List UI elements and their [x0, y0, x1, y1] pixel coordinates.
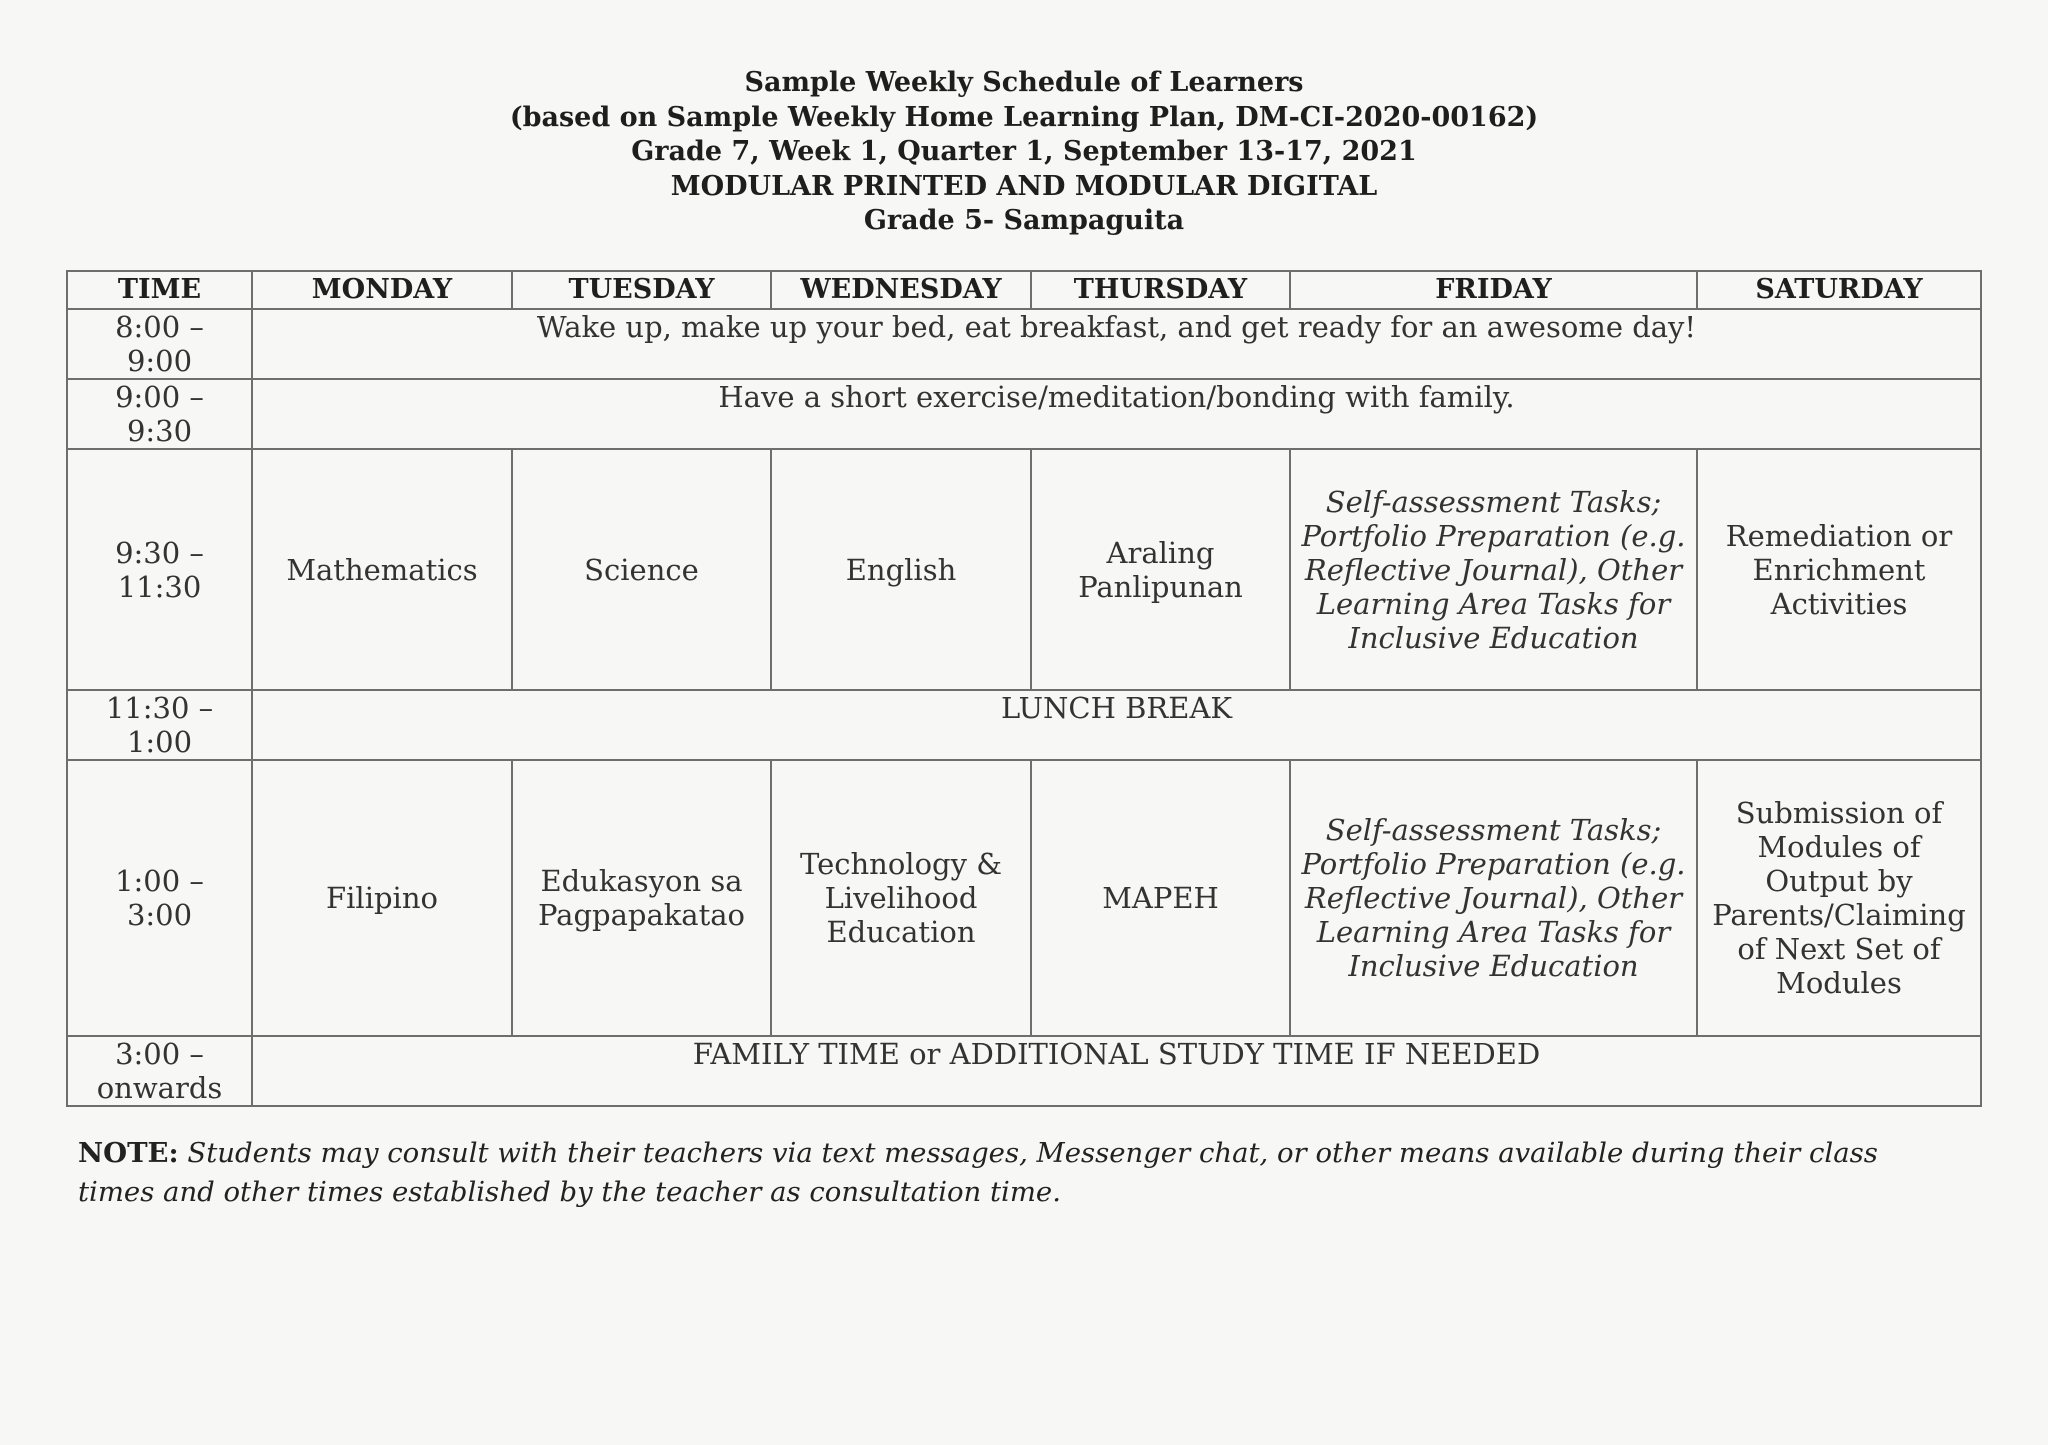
- cell-line: Araling: [1106, 535, 1215, 570]
- cell-friday: [1290, 449, 1697, 690]
- cell-line: Self-assessment Tasks;: [1325, 813, 1662, 847]
- header-row: [67, 271, 1981, 309]
- note-label: NOTE:: [78, 1137, 179, 1169]
- time-end: 9:30: [126, 414, 193, 448]
- table-row: [67, 760, 1981, 1036]
- cell-line: Self-assessment Tasks;: [1325, 484, 1662, 519]
- cell-line: Inclusive Education: [1348, 620, 1639, 655]
- cell-line: Reflective Journal), Other: [1304, 552, 1683, 587]
- cell-thursday: [1031, 449, 1290, 690]
- cell-line: Modules of: [1757, 830, 1921, 864]
- time-end: onwards: [96, 1071, 223, 1105]
- time-end: 11:30: [117, 569, 202, 604]
- time-start: 9:30 –: [115, 535, 204, 570]
- column-header-tuesday: TUESDAY: [512, 271, 771, 309]
- time-start: 1:00 –: [115, 864, 204, 898]
- note-text: Students may consult with their teachers via text messages, Messenger chat, or other means available during their class times and other times established by the teacher as consultation time.: [78, 1137, 1878, 1208]
- schedule-table: [66, 270, 1982, 1107]
- header-modality: MODULAR PRINTED AND MODULAR DIGITAL: [670, 170, 1378, 202]
- column-header-monday: MONDAY: [252, 271, 512, 309]
- cell-line: Livelihood: [824, 881, 978, 915]
- cell-line: Output by: [1765, 864, 1913, 898]
- time-start: 9:00 –: [115, 380, 204, 414]
- table-row: [67, 690, 1981, 760]
- footnote: [78, 1134, 1958, 1212]
- column-header-friday: FRIDAY: [1290, 271, 1697, 309]
- cell-line: Pagpapakatao: [537, 898, 746, 932]
- time-cell: [67, 309, 252, 379]
- time-start: 11:30 –: [105, 691, 214, 725]
- cell-line: Learning Area Tasks for: [1316, 586, 1671, 621]
- table-row: [67, 309, 1981, 379]
- time-cell: [67, 760, 252, 1036]
- cell-line: Portfolio Preparation (e.g.: [1301, 847, 1686, 881]
- cell-line: of Next Set of: [1737, 932, 1941, 966]
- time-cell: [67, 1036, 252, 1106]
- time-end: 3:00: [126, 898, 193, 932]
- cell-line: Modules: [1776, 966, 1902, 1000]
- cell-line: Enrichment: [1752, 552, 1926, 587]
- cell-saturday: [1697, 760, 1981, 1036]
- cell-line: Panlipunan: [1078, 569, 1243, 604]
- cell-line: Parents/Claiming: [1712, 898, 1966, 932]
- time-cell: [67, 379, 252, 449]
- column-header-saturday: SATURDAY: [1697, 271, 1981, 309]
- time-cell: [67, 449, 252, 690]
- cell-line: Edukasyon sa: [540, 864, 743, 898]
- header-reference: (based on Sample Weekly Home Learning Plan, DM-CI-2020-00162): [509, 101, 1539, 133]
- table-row: [67, 379, 1981, 449]
- header-grade-week: Grade 7, Week 1, Quarter 1, September 13-17, 2021: [631, 136, 1417, 167]
- cell-monday: Filipino: [252, 760, 512, 1036]
- cell-line: Inclusive Education: [1348, 949, 1639, 983]
- cell-wednesday: English: [771, 449, 1031, 690]
- span-cell: LUNCH BREAK: [252, 690, 1981, 760]
- span-cell: Have a short exercise/meditation/bonding with family.: [252, 379, 1981, 449]
- cell-tuesday: [512, 760, 771, 1036]
- time-end: 1:00: [126, 725, 193, 759]
- document-header: [0, 66, 2048, 239]
- span-cell: Wake up, make up your bed, eat breakfast, and get ready for an awesome day!: [252, 309, 1981, 379]
- column-header-thursday: THURSDAY: [1031, 271, 1290, 309]
- table-row: [67, 449, 1981, 690]
- header-section: Grade 5- Sampaguita: [863, 205, 1185, 236]
- time-start: 8:00 –: [115, 310, 204, 344]
- cell-line: Submission of: [1735, 796, 1943, 830]
- cell-line: Learning Area Tasks for: [1316, 915, 1671, 949]
- cell-line: Education: [826, 915, 976, 949]
- span-cell: FAMILY TIME or ADDITIONAL STUDY TIME IF NEEDED: [252, 1036, 1981, 1106]
- table-row: [67, 1036, 1981, 1106]
- cell-line: Reflective Journal), Other: [1304, 881, 1683, 915]
- time-cell: [67, 690, 252, 760]
- cell-line: Activities: [1770, 586, 1908, 621]
- cell-monday: Mathematics: [252, 449, 512, 690]
- header-title: Sample Weekly Schedule of Learners: [744, 67, 1304, 98]
- column-header-wednesday: WEDNESDAY: [771, 271, 1031, 309]
- time-start: 3:00 –: [115, 1037, 204, 1071]
- cell-line: Portfolio Preparation (e.g.: [1301, 518, 1686, 553]
- cell-line: Technology &: [799, 847, 1003, 881]
- cell-thursday: MAPEH: [1031, 760, 1290, 1036]
- column-header-time: TIME: [67, 271, 252, 309]
- cell-wednesday: [771, 760, 1031, 1036]
- cell-saturday: [1697, 449, 1981, 690]
- time-end: 9:00: [126, 344, 193, 378]
- cell-line: Remediation or: [1725, 518, 1953, 553]
- cell-friday: [1290, 760, 1697, 1036]
- cell-tuesday: Science: [512, 449, 771, 690]
